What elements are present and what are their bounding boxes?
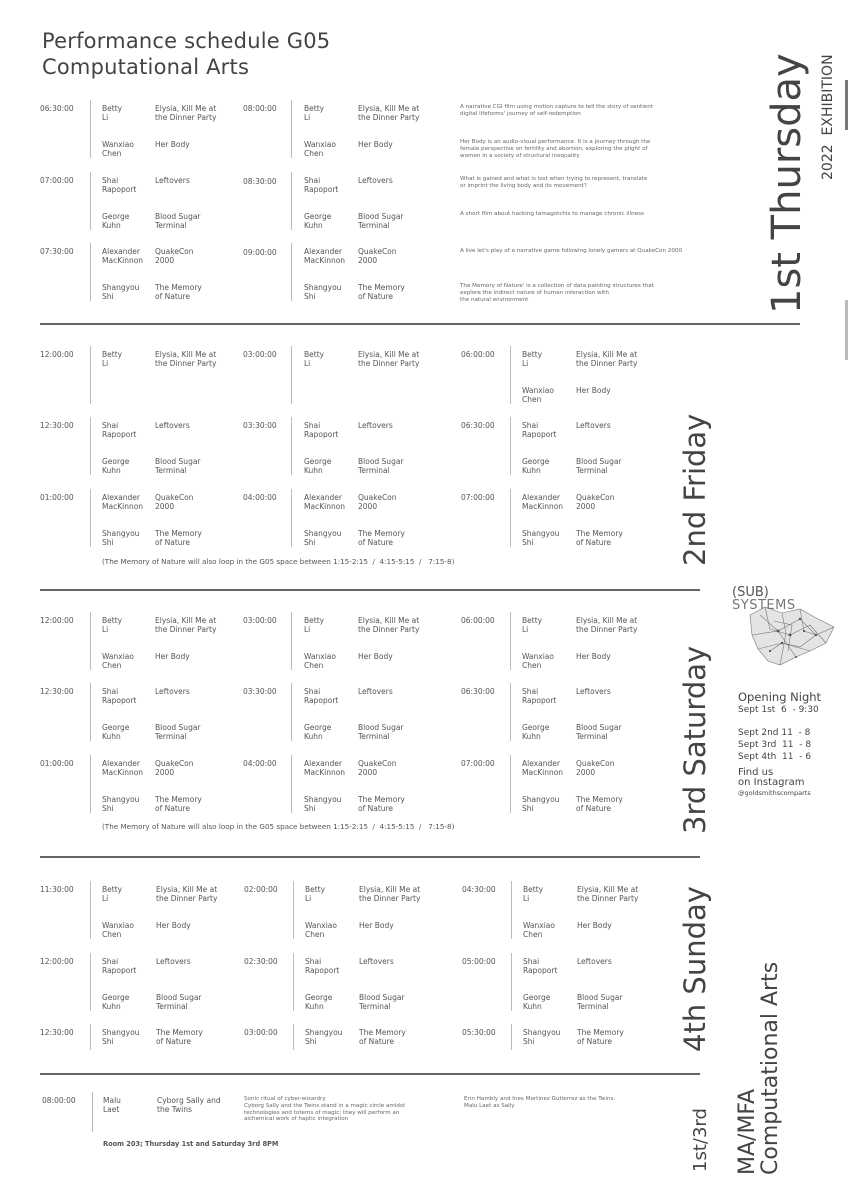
time-slot: 12:30:00 bbox=[40, 421, 74, 430]
divider bbox=[90, 612, 91, 670]
performer-name: George Kuhn bbox=[304, 723, 332, 741]
divider bbox=[90, 881, 91, 939]
work-title: Blood Sugar Terminal bbox=[576, 723, 622, 741]
time-slot: 03:00:00 bbox=[243, 616, 277, 625]
work-description: A narrative CGI film using motion capture to tell the story of sentient digital lifeforms' journey of self-redemption bbox=[460, 104, 653, 117]
work-title: Leftovers bbox=[155, 421, 190, 430]
performer-name: Wanxiao Chen bbox=[523, 921, 555, 939]
work-title: Blood Sugar Terminal bbox=[155, 723, 201, 741]
time-slot: 04:00:00 bbox=[243, 759, 277, 768]
time-slot: 09:00:00 bbox=[243, 248, 277, 257]
performer-name: Shangyou Shi bbox=[523, 1028, 561, 1046]
work-title: Leftovers bbox=[358, 687, 393, 696]
performer-name: Wanxiao Chen bbox=[102, 652, 134, 670]
divider bbox=[90, 417, 91, 475]
work-title: The Memory of Nature bbox=[156, 1028, 203, 1046]
performer-name: Shangyou Shi bbox=[522, 795, 560, 813]
program-line-2: Computational Arts bbox=[758, 961, 783, 1175]
opening-time: Sept 4th 11 - 6 bbox=[738, 752, 812, 762]
divider bbox=[90, 172, 91, 230]
divider bbox=[510, 683, 511, 741]
work-title: Blood Sugar Terminal bbox=[358, 723, 404, 741]
performer-name: Shangyou Shi bbox=[305, 1028, 343, 1046]
time-slot: 12:00:00 bbox=[40, 350, 74, 359]
divider bbox=[291, 346, 292, 404]
time-slot: 06:00:00 bbox=[461, 350, 495, 359]
performer-name: George Kuhn bbox=[102, 457, 130, 475]
time-slot: 02:00:00 bbox=[244, 885, 278, 894]
performer-name: Betty Li bbox=[305, 885, 326, 903]
work-title: Leftovers bbox=[577, 957, 612, 966]
performer-name: Wanxiao Chen bbox=[102, 921, 134, 939]
work-title: Her Body bbox=[156, 921, 191, 930]
performer-name: Alexander MacKinnon bbox=[522, 759, 564, 777]
program-line-1: MA/MFA bbox=[735, 1088, 760, 1175]
day-label-sunday: 4th Sunday bbox=[678, 886, 712, 1052]
work-description: What is gained and what is lost when trying to represent, translate or imprint the living body and its movement? bbox=[460, 176, 648, 189]
logo-text-systems: SYSTEMS bbox=[732, 598, 796, 613]
work-title: Elysia, Kill Me at the Dinner Party bbox=[576, 350, 638, 368]
divider bbox=[90, 243, 91, 301]
work-title: Blood Sugar Terminal bbox=[155, 212, 201, 230]
divider bbox=[511, 953, 512, 1011]
work-title: QuakeCon 2000 bbox=[155, 493, 194, 511]
work-title: Cyborg Sally and the Twins bbox=[157, 1096, 221, 1114]
work-title: QuakeCon 2000 bbox=[576, 759, 615, 777]
work-title: Leftovers bbox=[576, 421, 611, 430]
performer-name: Wanxiao Chen bbox=[522, 386, 554, 404]
performer-name: Betty Li bbox=[304, 616, 325, 634]
performer-name: Shai Rapoport bbox=[305, 957, 340, 975]
performer-name: Shai Rapoport bbox=[523, 957, 558, 975]
performer-name: George Kuhn bbox=[522, 723, 550, 741]
performer-name: Alexander MacKinnon bbox=[304, 493, 346, 511]
performer-name: Malu Laet bbox=[103, 1096, 121, 1114]
performer-name: Alexander MacKinnon bbox=[304, 759, 346, 777]
performer-name: Betty Li bbox=[102, 885, 123, 903]
work-title: Her Body bbox=[576, 652, 611, 661]
time-slot: 06:30:00 bbox=[461, 687, 495, 696]
work-title: Her Body bbox=[358, 140, 393, 149]
performer-name: Betty Li bbox=[304, 350, 325, 368]
time-slot: 08:00:00 bbox=[243, 104, 277, 113]
divider bbox=[90, 1024, 91, 1050]
time-slot: 03:00:00 bbox=[243, 350, 277, 359]
performer-name: Betty Li bbox=[523, 885, 544, 903]
time-slot: 11:30:00 bbox=[40, 885, 74, 894]
divider bbox=[293, 881, 294, 939]
performer-name: George Kuhn bbox=[523, 993, 551, 1011]
time-slot: 06:30:00 bbox=[461, 421, 495, 430]
performer-name: Shangyou Shi bbox=[304, 529, 342, 547]
divider bbox=[291, 489, 292, 547]
performer-name: Betty Li bbox=[102, 350, 123, 368]
day-label-friday: 2nd Friday bbox=[678, 413, 712, 566]
work-title: The Memory of Nature bbox=[155, 283, 202, 301]
performer-name: George Kuhn bbox=[102, 723, 130, 741]
time-slot: 06:00:00 bbox=[461, 616, 495, 625]
cast-note: Erin Hambly and Ines Martinez Gutierrez as the Twins. Malu Laet as Sally bbox=[464, 1096, 616, 1109]
divider bbox=[511, 1024, 512, 1050]
performer-name: Alexander MacKinnon bbox=[102, 247, 144, 265]
performer-name: George Kuhn bbox=[102, 993, 130, 1011]
time-slot: 03:30:00 bbox=[243, 421, 277, 430]
performer-name: Alexander MacKinnon bbox=[522, 493, 564, 511]
work-title: QuakeCon 2000 bbox=[358, 493, 397, 511]
work-title: The Memory of Nature bbox=[155, 529, 202, 547]
work-title: Leftovers bbox=[358, 176, 393, 185]
divider bbox=[92, 1092, 93, 1132]
work-title: Her Body bbox=[359, 921, 394, 930]
time-slot: 01:00:00 bbox=[40, 493, 74, 502]
time-slot: 03:00:00 bbox=[244, 1028, 278, 1037]
section-divider bbox=[40, 856, 700, 858]
work-title: QuakeCon 2000 bbox=[576, 493, 615, 511]
work-title: Elysia, Kill Me at the Dinner Party bbox=[155, 350, 217, 368]
divider bbox=[90, 346, 91, 404]
performer-name: Betty Li bbox=[102, 616, 123, 634]
section-divider bbox=[40, 323, 800, 325]
work-title: Blood Sugar Terminal bbox=[155, 457, 201, 475]
divider bbox=[291, 417, 292, 475]
performer-name: George Kuhn bbox=[102, 212, 130, 230]
performer-name: Shai Rapoport bbox=[304, 176, 339, 194]
time-slot: 08:30:00 bbox=[243, 177, 277, 186]
work-title: Elysia, Kill Me at the Dinner Party bbox=[576, 616, 638, 634]
performer-name: George Kuhn bbox=[304, 212, 332, 230]
time-slot: 07:00:00 bbox=[461, 493, 495, 502]
divider bbox=[291, 172, 292, 230]
time-slot: 07:00:00 bbox=[461, 759, 495, 768]
performer-name: Wanxiao Chen bbox=[522, 652, 554, 670]
performer-name: Shai Rapoport bbox=[522, 687, 557, 705]
work-title: Leftovers bbox=[576, 687, 611, 696]
time-slot: 03:30:00 bbox=[243, 687, 277, 696]
section-divider bbox=[40, 589, 700, 591]
divider bbox=[510, 755, 511, 813]
section-divider bbox=[40, 1073, 700, 1075]
work-title: Elysia, Kill Me at the Dinner Party bbox=[359, 885, 421, 903]
work-title: Blood Sugar Terminal bbox=[156, 993, 202, 1011]
time-slot: 06:30:00 bbox=[40, 104, 74, 113]
work-title: Blood Sugar Terminal bbox=[576, 457, 622, 475]
divider bbox=[90, 683, 91, 741]
title-line-1: Performance schedule G05 bbox=[42, 29, 331, 53]
work-title: Her Body bbox=[358, 652, 393, 661]
divider bbox=[510, 612, 511, 670]
work-title: Blood Sugar Terminal bbox=[577, 993, 623, 1011]
work-title: Leftovers bbox=[155, 176, 190, 185]
opening-time: Sept 3rd 11 - 8 bbox=[738, 740, 812, 750]
work-title: Blood Sugar Terminal bbox=[358, 212, 404, 230]
divider bbox=[511, 881, 512, 939]
performer-name: Shai Rapoport bbox=[102, 957, 137, 975]
work-title: Blood Sugar Terminal bbox=[359, 993, 405, 1011]
work-title: Elysia, Kill Me at the Dinner Party bbox=[577, 885, 639, 903]
work-description: A live let's play of a narrative game following lonely gamers at QuakeCon 2000 bbox=[460, 248, 683, 254]
time-slot: 05:30:00 bbox=[462, 1028, 496, 1037]
exhibition-word: EXHIBITION bbox=[820, 54, 836, 136]
performer-name: Wanxiao Chen bbox=[304, 652, 336, 670]
divider bbox=[510, 489, 511, 547]
performer-name: Wanxiao Chen bbox=[305, 921, 337, 939]
work-title: The Memory of Nature bbox=[359, 1028, 406, 1046]
work-title: Her Body bbox=[155, 140, 190, 149]
opening-time: Sept 2nd 11 - 8 bbox=[738, 728, 811, 738]
work-title: The Memory of Nature bbox=[358, 529, 405, 547]
performer-name: Alexander MacKinnon bbox=[102, 759, 144, 777]
exhibition-label bbox=[820, 54, 836, 180]
loop-note: (The Memory of Nature will also loop in the G05 space between 1:15-2:15 / 4:15-5:15 / 7:15-8) bbox=[102, 822, 455, 831]
work-title: The Memory of Nature bbox=[358, 795, 405, 813]
performer-name: Shai Rapoport bbox=[102, 176, 137, 194]
room-note: Room 203; Thursday 1st and Saturday 3rd 8PM bbox=[103, 1140, 279, 1148]
performer-name: Shangyou Shi bbox=[102, 283, 140, 301]
performer-name: Shangyou Shi bbox=[102, 1028, 140, 1046]
work-title: Elysia, Kill Me at the Dinner Party bbox=[358, 616, 420, 634]
performer-name: Betty Li bbox=[522, 616, 543, 634]
time-slot: 05:00:00 bbox=[462, 957, 496, 966]
time-slot: 04:30:00 bbox=[462, 885, 496, 894]
divider bbox=[90, 755, 91, 813]
performer-name: Betty Li bbox=[522, 350, 543, 368]
work-title: Elysia, Kill Me at the Dinner Party bbox=[155, 104, 217, 122]
work-title: Leftovers bbox=[156, 957, 191, 966]
work-title: Her Body bbox=[577, 921, 612, 930]
performer-name: Shai Rapoport bbox=[102, 421, 137, 439]
performer-name: Wanxiao Chen bbox=[102, 140, 134, 158]
work-title: Elysia, Kill Me at the Dinner Party bbox=[155, 616, 217, 634]
work-title: The Memory of Nature bbox=[576, 795, 623, 813]
work-title: The Memory of Nature bbox=[577, 1028, 624, 1046]
work-title: Leftovers bbox=[359, 957, 394, 966]
work-title: Elysia, Kill Me at the Dinner Party bbox=[156, 885, 218, 903]
performer-name: Shai Rapoport bbox=[304, 421, 339, 439]
performer-name: Shangyou Shi bbox=[522, 529, 560, 547]
performer-name: Shangyou Shi bbox=[102, 795, 140, 813]
work-title: QuakeCon 2000 bbox=[155, 247, 194, 265]
performer-name: George Kuhn bbox=[305, 993, 333, 1011]
work-title: Leftovers bbox=[155, 687, 190, 696]
title-line-2: Computational Arts bbox=[42, 55, 250, 79]
opening-time: Sept 1st 6 - 9:30 bbox=[738, 705, 819, 715]
time-slot: 07:30:00 bbox=[40, 247, 74, 256]
work-description: Sonic ritual of cyber-wizardry Cyborg Sally and the Twins stand in a magic circle amidst technologies and totems of magic; they will perform an alchemical work of haptic integration bbox=[244, 1096, 406, 1123]
divider bbox=[291, 755, 292, 813]
time-slot: 08:00:00 bbox=[42, 1096, 76, 1105]
work-description: The Memory of Nature' is a collection of data painting structures that explore the indirect nature of human interaction with the natural environment bbox=[460, 283, 654, 303]
divider bbox=[510, 346, 511, 404]
performer-name: Betty Li bbox=[304, 104, 325, 122]
performer-name: Shangyou Shi bbox=[102, 529, 140, 547]
work-description: Her Body is an audio-visual performance. It is a journey through the female perspective on fertility and abortion, exploring the plight of women in a society of structural inequality bbox=[460, 139, 651, 159]
work-title: QuakeCon 2000 bbox=[358, 247, 397, 265]
instagram-label: Find us on Instagram bbox=[738, 767, 805, 788]
loop-note: (The Memory of Nature will also loop in the G05 space between 1:15-2:15 / 4:15-5:15 / 7:15-8) bbox=[102, 557, 455, 566]
time-slot: 12:00:00 bbox=[40, 616, 74, 625]
time-slot: 01:00:00 bbox=[40, 759, 74, 768]
divider bbox=[291, 683, 292, 741]
work-title: Her Body bbox=[576, 386, 611, 395]
work-title: Leftovers bbox=[358, 421, 393, 430]
time-slot: 12:00:00 bbox=[40, 957, 74, 966]
performer-name: Shangyou Shi bbox=[304, 283, 342, 301]
work-title: QuakeCon 2000 bbox=[358, 759, 397, 777]
time-slot: 04:00:00 bbox=[243, 493, 277, 502]
day-label-special: 1st/3rd bbox=[690, 1108, 711, 1172]
divider bbox=[291, 100, 292, 158]
time-slot: 12:30:00 bbox=[40, 1028, 74, 1037]
work-description: A short film about hacking tamagotchis to manage chronic illness bbox=[460, 211, 644, 217]
performer-name: Shai Rapoport bbox=[102, 687, 137, 705]
divider bbox=[510, 417, 511, 475]
performer-name: Alexander MacKinnon bbox=[304, 247, 346, 265]
divider bbox=[293, 1024, 294, 1050]
day-label-saturday: 3rd Saturday bbox=[678, 645, 712, 834]
performer-name: George Kuhn bbox=[304, 457, 332, 475]
day-label-thursday: 1st Thursday bbox=[764, 53, 810, 314]
performer-name: George Kuhn bbox=[522, 457, 550, 475]
divider bbox=[291, 243, 292, 301]
opening-title: Opening Night bbox=[738, 690, 822, 704]
performer-name: Shai Rapoport bbox=[304, 687, 339, 705]
logo-text-sub: (SUB) bbox=[732, 585, 769, 600]
performer-name: Shai Rapoport bbox=[522, 421, 557, 439]
work-title: The Memory of Nature bbox=[358, 283, 405, 301]
work-title: Her Body bbox=[155, 652, 190, 661]
instagram-handle[interactable]: @goldsmithscomparts bbox=[738, 789, 811, 797]
performer-name: Wanxiao Chen bbox=[304, 140, 336, 158]
divider bbox=[90, 953, 91, 1011]
subsystems-logo bbox=[730, 585, 840, 685]
time-slot: 07:00:00 bbox=[40, 176, 74, 185]
work-title: The Memory of Nature bbox=[155, 795, 202, 813]
time-slot: 02:30:00 bbox=[244, 957, 278, 966]
performer-name: Betty Li bbox=[102, 104, 123, 122]
work-title: Blood Sugar Terminal bbox=[358, 457, 404, 475]
divider bbox=[293, 953, 294, 1011]
work-title: The Memory of Nature bbox=[576, 529, 623, 547]
work-title: Elysia, Kill Me at the Dinner Party bbox=[358, 350, 420, 368]
divider bbox=[291, 612, 292, 670]
exhibition-year: 2022 bbox=[820, 144, 836, 180]
divider bbox=[90, 489, 91, 547]
performer-name: Shangyou Shi bbox=[304, 795, 342, 813]
page-title bbox=[42, 28, 330, 80]
work-title: QuakeCon 2000 bbox=[155, 759, 194, 777]
program-title bbox=[736, 962, 782, 1175]
work-title: Elysia, Kill Me at the Dinner Party bbox=[358, 104, 420, 122]
performer-name: Alexander MacKinnon bbox=[102, 493, 144, 511]
time-slot: 12:30:00 bbox=[40, 687, 74, 696]
divider bbox=[90, 100, 91, 158]
